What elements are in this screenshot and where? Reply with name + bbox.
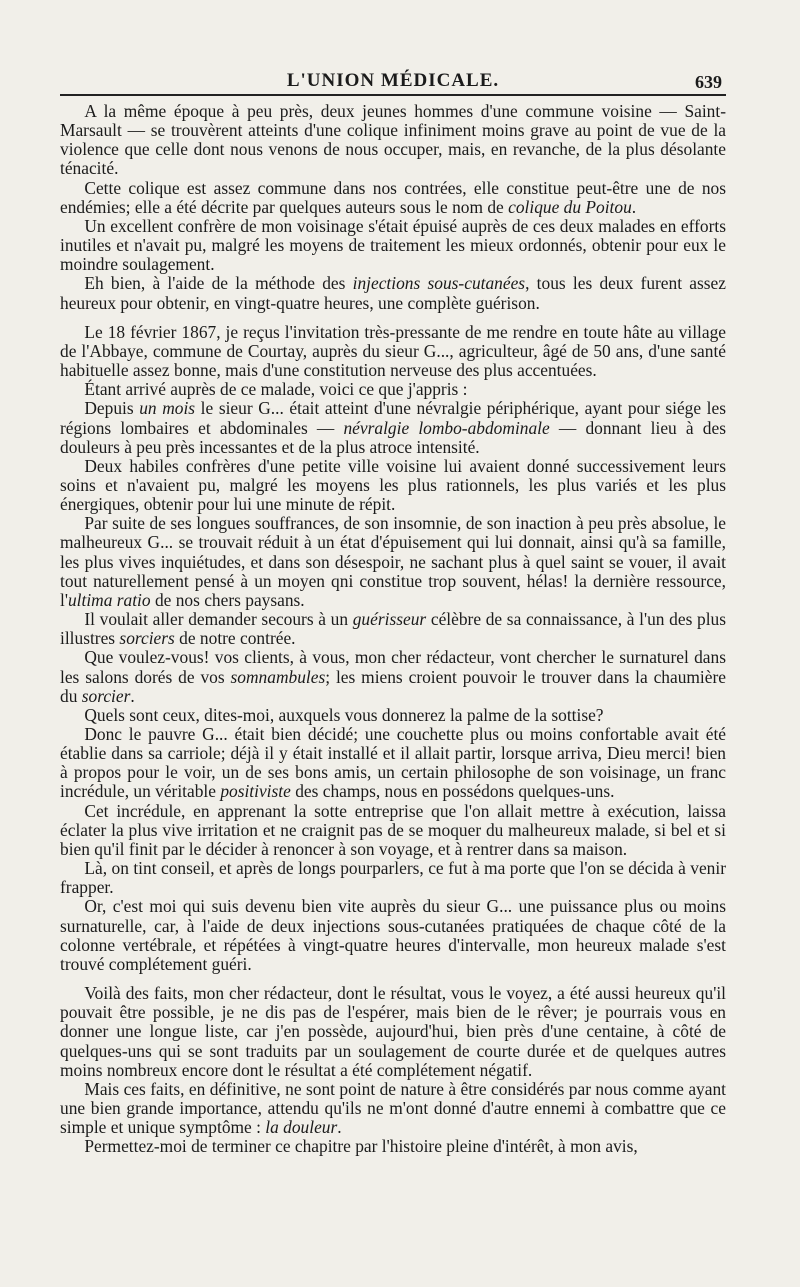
paragraph bbox=[60, 274, 726, 312]
text-segment: Un excellent confrère de mon voisinage s'était épuisé auprès de ces deux malades en efforts inutiles et n'avait pu, malgré les moyens de traitement les mieux ordonnés, obtenir pour eux le moindre soulagement. bbox=[60, 215, 726, 275]
paragraph bbox=[60, 179, 726, 217]
text-segment: . bbox=[631, 196, 637, 217]
italic-text: sorcier bbox=[81, 685, 131, 706]
text-segment: Mais ces faits, en définitive, ne sont point de nature à être considérés par nous comme ayant une bien grande importance, attendu qu'ils ne m'ont donné d'autre ennemi à combattre que ce simple et unique symptôme : bbox=[60, 1078, 726, 1138]
italic-text: un mois bbox=[139, 398, 196, 419]
italic-text: colique du Poitou bbox=[508, 196, 632, 217]
paragraph bbox=[60, 725, 726, 802]
text-segment: Cette colique est assez commune dans nos contrées, elle constitue peut-être une de nos endémies; elle a été décrite par quelques auteurs sous le nom de bbox=[60, 177, 726, 217]
text-segment: . bbox=[130, 685, 135, 706]
italic-text: sorciers bbox=[119, 628, 175, 649]
text-segment: Permettez-moi de terminer ce chapitre par l'histoire pleine d'intérêt, à mon avis, bbox=[84, 1136, 638, 1157]
paragraph bbox=[60, 802, 726, 859]
text-segment: Le 18 février 1867, je reçus l'invitation très-pressante de me rendre en toute hâte au village de l'Abbaye, commune de Courtay, auprès du sieur G..., agriculteur, âgé de 50 ans, d'une santé habituelle assez bonne, mais d'une constitution nerveuse des plus accentuées. bbox=[60, 321, 726, 381]
text-segment: Donc le pauvre G... était bien décidé; une couchette plus ou moins confortable avait été établie dans sa carriole; déjà il y était installé et il allait partir, lorsque arriva, Dieu merci! bien à propos pour le voir, un de ses bons amis, un certain philosophe de son voisinage, un franc incrédule, un véritable bbox=[60, 724, 726, 802]
paragraph bbox=[60, 610, 726, 648]
italic-text: la douleur bbox=[265, 1117, 338, 1138]
paragraph bbox=[60, 706, 726, 725]
italic-text: injections sous-cutanées bbox=[352, 273, 526, 294]
text-segment: , tous les deux furent assez heureux pour obtenir, en vingt-quatre heures, une complète guérison. bbox=[60, 273, 726, 313]
body-text bbox=[60, 102, 726, 1156]
italic-text: névralgie lombo-abdominale bbox=[343, 417, 550, 438]
header-rule bbox=[60, 94, 726, 96]
text-segment: célèbre de sa connaissance, à l'un des plus illustres bbox=[60, 609, 727, 649]
page bbox=[60, 58, 726, 1156]
text-segment: de notre contrée. bbox=[174, 628, 296, 649]
paragraph bbox=[60, 859, 726, 897]
text-segment: Eh bien, à l'aide de la méthode des bbox=[84, 273, 353, 294]
text-segment: Depuis bbox=[84, 398, 140, 419]
page-number: 639 bbox=[695, 72, 722, 92]
paragraph bbox=[60, 514, 726, 610]
text-segment: Étant arrivé auprès de ce malade, voici ce que j'appris : bbox=[84, 379, 468, 400]
text-segment: Or, c'est moi qui suis devenu bien vite auprès du sieur G... une puissance plus ou moins surnaturelle, car, à l'aide de deux injections sous-cutanées pratiquées de chaque côté de la colonne vertébrale, et répétées à vingt-quatre heures d'intervalle, mon heureux malade s'est trouvé complétement guéri. bbox=[60, 896, 726, 974]
italic-text: somnambules bbox=[230, 666, 326, 687]
text-segment: le sieur G... était atteint d'une névralgie périphérique, ayant pour siége les régions lombaires et abdominales — bbox=[60, 398, 726, 438]
text-segment: Là, on tint conseil, et après de longs pourparlers, ce fut à ma porte que l'on se décida à venir frapper. bbox=[60, 858, 726, 898]
italic-text: ultima ratio bbox=[67, 589, 151, 610]
paragraph bbox=[60, 648, 726, 705]
text-segment: Par suite de ses longues souffrances, de son insomnie, de son inaction à peu près absolue, le malheureux G... se trouvait réduit à un état d'épuisement qui lui donnait, ainsi qu'à sa famille, les plus vives inquiétudes, et dans son désespoir, ne sachant plus à quel saint se vouer, il avait tout naturellement pensé à un moyen qni constitue trop souvent, hélas! la dernière ressource, l' bbox=[60, 513, 726, 610]
paragraph bbox=[60, 399, 726, 456]
text-segment: de nos chers paysans. bbox=[150, 589, 305, 610]
paragraph bbox=[60, 323, 726, 380]
text-segment: — donnant lieu à des douleurs à peu près incessantes et de la plus atroce intensité. bbox=[60, 417, 726, 457]
text-segment: ; les miens croient pouvoir le trouver dans la chaumière du bbox=[60, 666, 726, 706]
running-title: L'UNION MÉDICALE. bbox=[286, 70, 500, 91]
text-segment: . bbox=[337, 1117, 342, 1138]
italic-text: guérisseur bbox=[352, 609, 427, 630]
paragraph bbox=[60, 1080, 726, 1137]
paragraph bbox=[60, 102, 726, 179]
paragraph bbox=[60, 984, 726, 1080]
paragraph bbox=[60, 380, 726, 399]
italic-text: positiviste bbox=[220, 781, 291, 802]
text-segment: Quels sont ceux, dites-moi, auxquels vous donnerez la palme de la sottise? bbox=[84, 704, 604, 725]
text-segment: A la même époque à peu près, deux jeunes hommes d'une commune voisine — Saint-Marsault — se trouvèrent atteints d'une colique infiniment moins grave au point de vue de la violence que celle dont nous venons de nous occuper, mais, en revanche, de la plus désolante ténacité. bbox=[60, 101, 726, 179]
paragraph bbox=[60, 217, 726, 274]
text-segment: Voilà des faits, mon cher rédacteur, dont le résultat, vous le voyez, a été aussi heureux qu'il pouvait être possible, je ne dis pas de l'espérer, mais bien de le rêver; je pourrais vous en donner une longue liste, car j'en possède, aujourd'hui, bien près d'une centaine, à côté de quelques-uns qui se sont traduits par un soulagement de courte durée et de quelques autres moins nombreux encore dont le résultat a été complétement négatif. bbox=[60, 983, 726, 1080]
text-segment: Deux habiles confrères d'une petite ville voisine lui avaient donné successivement leurs soins et n'avaient pu, malgré les moyens les plus rationnels, les plus variés et les plus énergiques, obtenir pour lui une minute de répit. bbox=[60, 455, 726, 515]
text-segment: Cet incrédule, en apprenant la sotte entreprise que l'on allait mettre à exécution, laissa éclater la plus vive irritation et ne craignit pas de se moquer du malheureux malade, si bel et si bien qu'il finit par le décider à renoncer à son voyage, et à rentrer dans sa maison. bbox=[60, 800, 726, 859]
text-segment: Que voulez-vous! vos clients, à vous, mon cher rédacteur, vont chercher le surnaturel dans les salons dorés de vos bbox=[60, 647, 726, 687]
paragraph bbox=[60, 897, 726, 974]
text-segment: des champs, nous en possédons quelques-uns. bbox=[290, 781, 615, 802]
page-header bbox=[60, 58, 726, 92]
paragraph bbox=[60, 457, 726, 514]
paragraph bbox=[60, 1137, 726, 1156]
text-segment: Il voulait aller demander secours à un bbox=[84, 609, 353, 630]
